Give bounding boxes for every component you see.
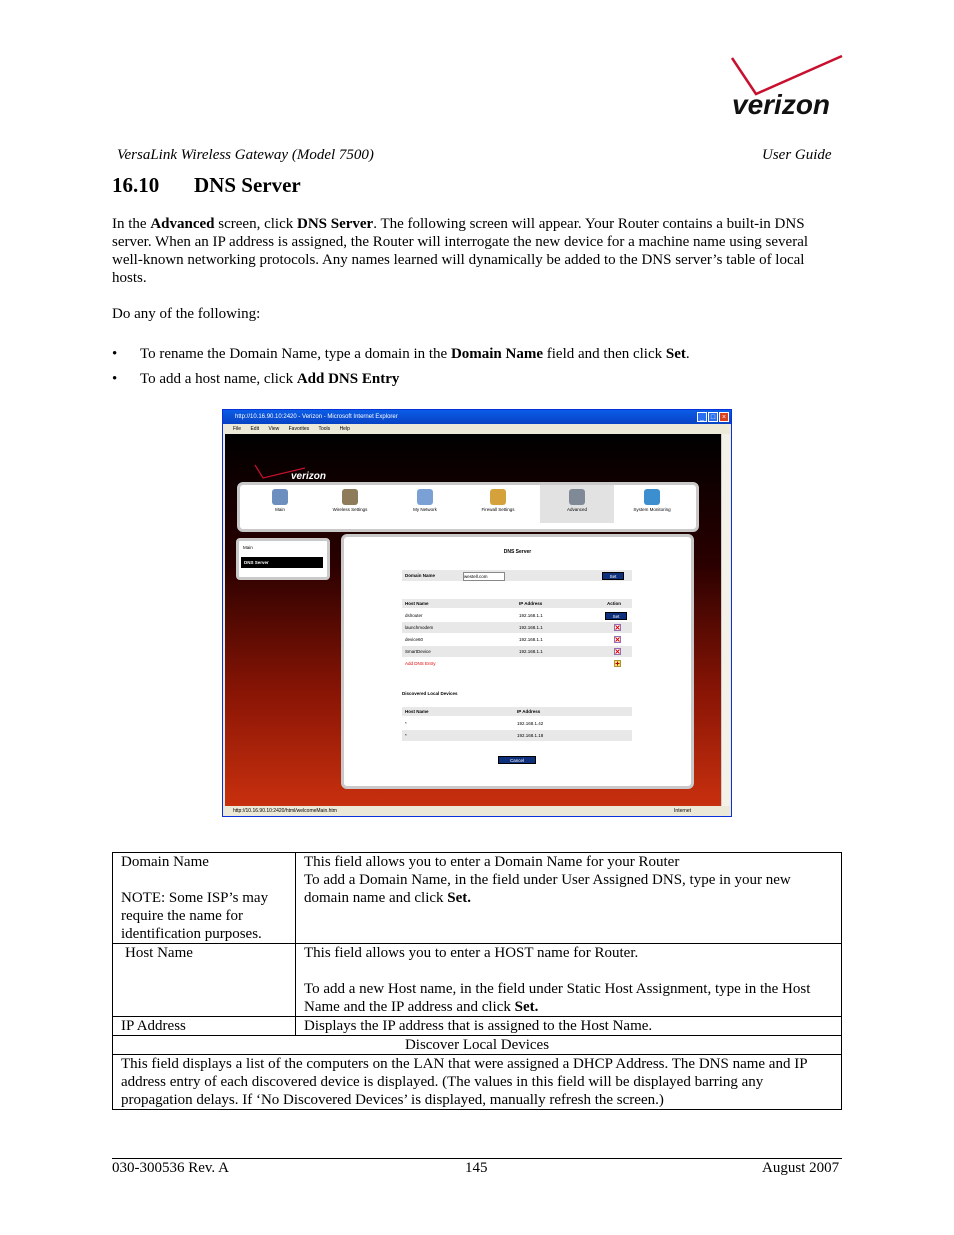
- close-icon[interactable]: ×: [719, 412, 729, 422]
- section-heading: [112, 173, 301, 198]
- wireless-icon: [342, 489, 358, 505]
- table-row: Discover Local Devices: [113, 1036, 842, 1055]
- menu-help[interactable]: Help: [339, 426, 350, 432]
- minimize-icon[interactable]: _: [697, 412, 707, 422]
- delete-icon[interactable]: [614, 624, 621, 631]
- window-titlebar: http://10.16.90.10:2420 - Verizon - Microsoft Internet Explorer _ □ ×: [223, 410, 731, 424]
- sidebar-item-main[interactable]: Main: [243, 545, 253, 550]
- nav-advanced[interactable]: Advanced: [540, 485, 614, 523]
- verizon-logo: [724, 52, 844, 124]
- table-row: IP Address Displays the IP address that is assigned to the Host Name.: [113, 1017, 842, 1036]
- section-title: DNS Server: [194, 173, 301, 197]
- status-zone: Internet: [674, 808, 691, 814]
- dns-panel: [341, 534, 694, 789]
- nav-system-monitoring[interactable]: System Monitoring: [622, 485, 682, 523]
- menu-tools[interactable]: Tools: [318, 426, 331, 432]
- scrollbar[interactable]: [721, 434, 730, 806]
- bullet-item: • To rename the Domain Name, type a domain in the Domain Name field and then click Set.: [112, 345, 690, 370]
- domain-label: Domain Name: [405, 573, 436, 578]
- table-row: dslrouter 192.168.1.1 Set: [402, 610, 632, 621]
- cancel-button[interactable]: Cancel: [498, 756, 536, 764]
- page-content: [225, 434, 721, 806]
- add-icon[interactable]: [614, 660, 621, 667]
- bullet-item: • To add a host name, click Add DNS Entry: [112, 370, 690, 395]
- table-row: SmartDevice 192.168.1.1: [402, 646, 632, 657]
- svg-text:verizon: verizon: [291, 471, 327, 482]
- table-row: launchmodem 192.168.1.1: [402, 622, 632, 633]
- monitor-icon: [644, 489, 660, 505]
- nav-main[interactable]: Main: [250, 485, 310, 523]
- network-icon: [417, 489, 433, 505]
- delete-icon[interactable]: [614, 636, 621, 643]
- table-row: Domain Name NOTE: Some ISP’s may require the name for identification purposes. This field allows you to enter a Domain Name for your Router To add a Domain Name, in the field under User Assigned DNS, type in your new domain name and click Set.: [113, 853, 842, 944]
- field-description-table: [112, 852, 842, 1110]
- nav-my-network[interactable]: My Network: [395, 485, 455, 523]
- svg-text:verizon: verizon: [732, 89, 831, 120]
- verizon-logo-small: [253, 462, 343, 484]
- maximize-icon[interactable]: □: [708, 412, 718, 422]
- status-url: http://10.16.90.10:2420/html/welcomeMain.htm: [233, 808, 337, 814]
- status-bar: [223, 806, 731, 816]
- menu-edit[interactable]: Edit: [250, 426, 260, 432]
- panel-title: DNS Server: [503, 549, 532, 555]
- firewall-icon: [490, 489, 506, 505]
- delete-icon[interactable]: [614, 648, 621, 655]
- doc-header-guide: User Guide: [762, 147, 832, 163]
- add-entry-row: [402, 658, 632, 669]
- menu-view[interactable]: View: [268, 426, 280, 432]
- sidebar-item-dns-server[interactable]: DNS Server: [241, 557, 323, 568]
- table-row: This field displays a list of the computers on the LAN that were assigned a DHCP Address. The DNS name and IP address entry of each discovered device is displayed. (The values in this field will be displayed barring any propagation delays. If ‘No Discovered Devices’ is displayed, manually refresh the screen.): [113, 1055, 842, 1110]
- top-nav: [237, 482, 699, 532]
- domain-row: [402, 570, 632, 581]
- footer-doc-number: 030-300536 Rev. A: [112, 1160, 229, 1176]
- intro-paragraph: In the Advanced screen, click DNS Server. The following screen will appear. Your Router contains a built-in DNS server. When an IP address is assigned, the Router will interrogate the new device for a machine name using several well-known networking protocols. Any names learned will dynamically be added to the DNS server’s table of local hosts.: [112, 216, 809, 286]
- table-row: device60 192.168.1.1: [402, 634, 632, 645]
- discovered-header: Host Name IP Address: [402, 707, 632, 716]
- table-row: Host Name This field allows you to enter a HOST name for Router. To add a new Host name, in the field under Static Host Assignment, type in the Host Name and the IP address and click Set.: [113, 944, 842, 1017]
- table-row: * 192.168.1.18: [402, 730, 632, 741]
- main-icon: [272, 489, 288, 505]
- menu-bar: [223, 424, 731, 434]
- footer-page-number: 145: [465, 1160, 488, 1176]
- instruction-paragraph: Do any of the following:: [112, 306, 261, 322]
- menu-favorites[interactable]: Favorites: [288, 426, 310, 432]
- footer-date: August 2007: [762, 1160, 840, 1176]
- advanced-icon: [569, 489, 585, 505]
- menu-file[interactable]: File: [233, 426, 242, 432]
- section-number: 16.10: [112, 173, 160, 197]
- browser-screenshot: [222, 409, 732, 817]
- hosts-header: Host Name IP Address Action: [402, 599, 632, 608]
- host-set-button[interactable]: Set: [605, 612, 627, 620]
- domain-input[interactable]: westell.com: [463, 572, 505, 581]
- discovered-title: Discovered Local Devices: [402, 691, 458, 696]
- add-dns-entry-link[interactable]: Add DNS Entry: [405, 661, 436, 666]
- table-row: * 192.168.1.42: [405, 721, 544, 726]
- footer-divider: [112, 1158, 842, 1159]
- sidebar: [236, 538, 330, 580]
- domain-set-button[interactable]: Set: [602, 572, 624, 580]
- bullet-list: [112, 345, 690, 395]
- doc-header-title: VersaLink Wireless Gateway (Model 7500): [117, 147, 374, 163]
- nav-firewall-settings[interactable]: Firewall Settings: [468, 485, 528, 523]
- nav-wireless-settings[interactable]: Wireless Settings: [320, 485, 380, 523]
